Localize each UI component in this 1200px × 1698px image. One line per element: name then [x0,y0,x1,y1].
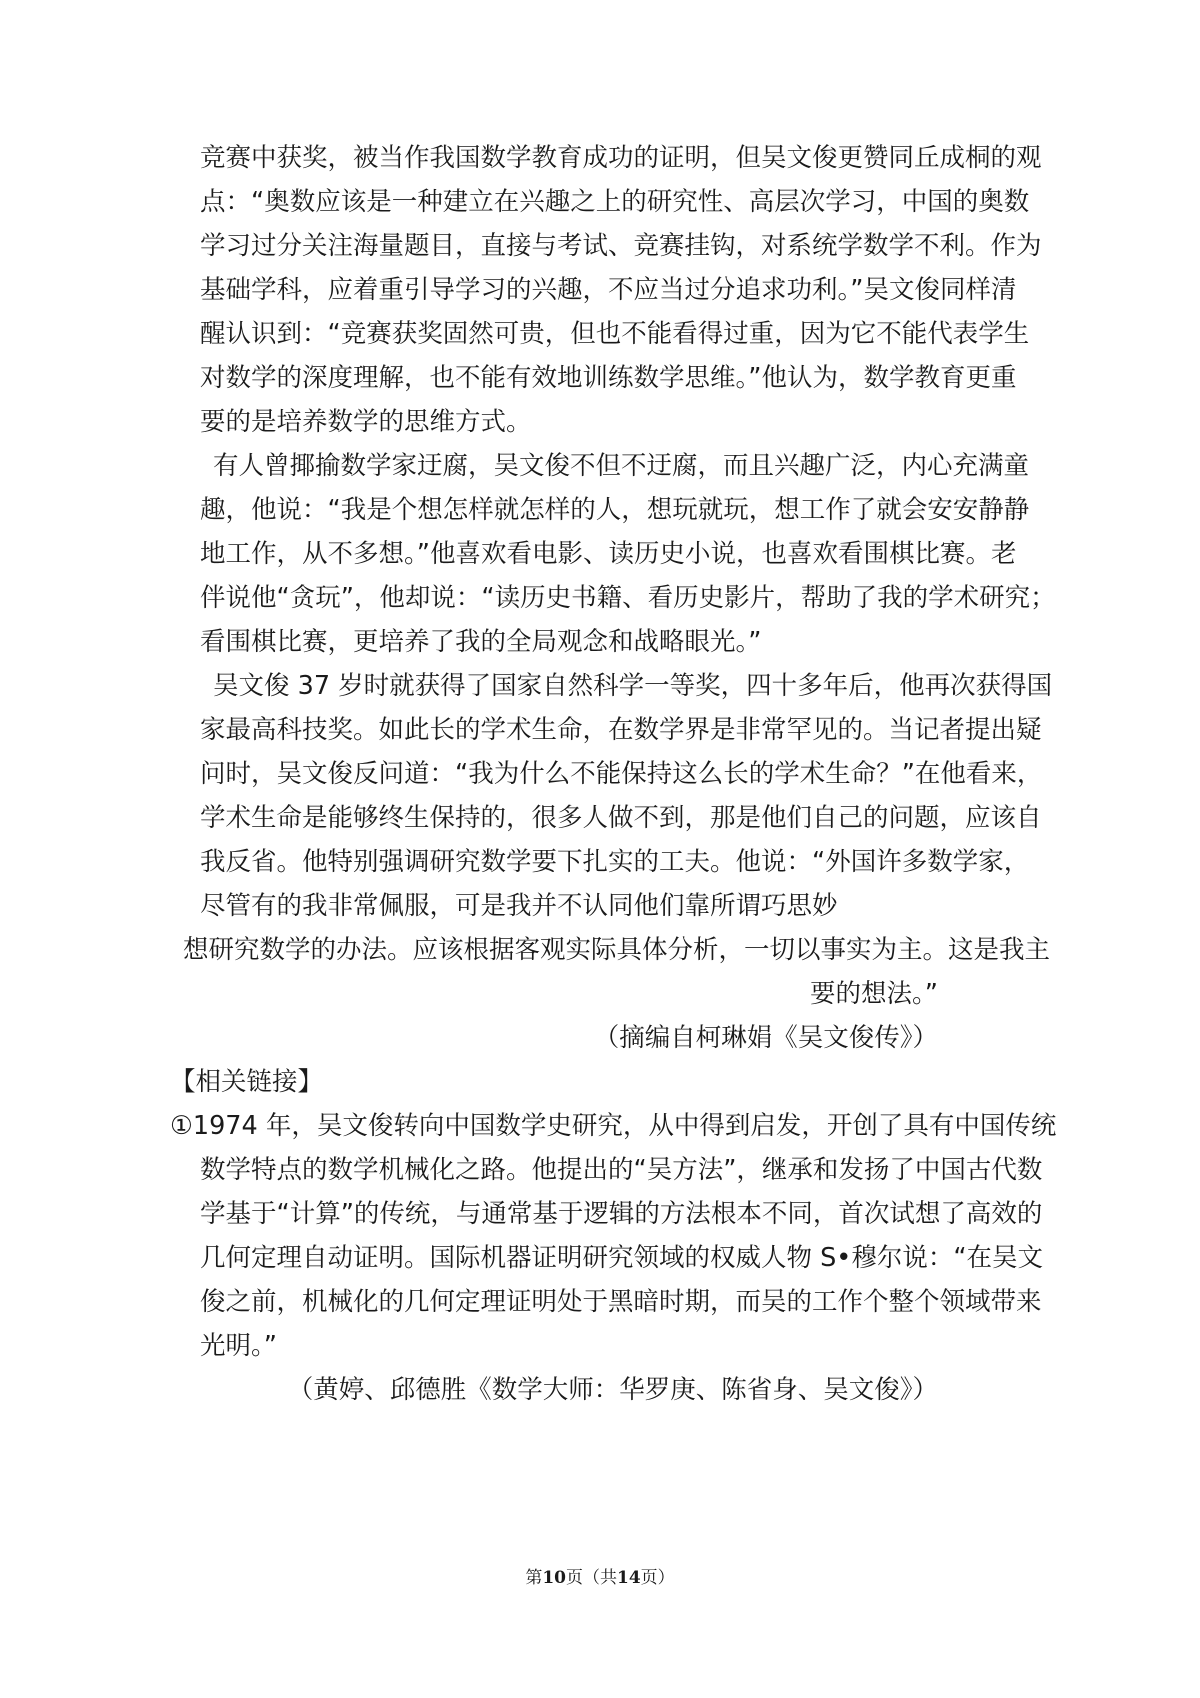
footer-suffix: 页） [640,1568,675,1588]
text-line: 看围棋比赛，更培养了我的全局观念和战略眼光。” [200,627,762,657]
text-line: 点：“奥数应该是一种建立在兴趣之上的研究性、高层次学习，中国的奥数 [200,187,1030,217]
total-page-count: 14 [617,1568,641,1588]
text-line: 光明。” [200,1331,277,1361]
text-line: 竞赛中获奖，被当作我国数学教育成功的证明，但吴文俊更赞同丘成桐的观 [200,143,1042,173]
page-footer [0,1563,1200,1588]
footer-prefix: 第 [525,1568,543,1588]
text-line: 我反省。他特别强调研究数学要下扎实的工夫。他说：“外国许多数学家， [200,847,1030,877]
section-heading: 【相关链接】 [170,1067,324,1097]
text-line: ①1974 年，吴文俊转向中国数学史研究，从中得到启发，开创了具有中国传统 [170,1111,1057,1141]
text-line: 想研究数学的办法。应该根据客观实际具体分析，一切以事实为主。这是我主 [183,935,1051,965]
source-citation: （黄婷、邱德胜《数学大师：华罗庚、陈省身、吴文俊》） [287,1375,938,1405]
text-line: 问时，吴文俊反问道：“我为什么不能保持这么长的学术生命？”在他看来， [200,759,1043,789]
footer-middle: 页（共 [566,1568,617,1588]
text-line: 对数学的深度理解，也不能有效地训练数学思维。”他认为，数学教育更重 [200,363,1017,393]
text-line: 基础学科，应着重引导学习的兴趣，不应当过分追求功利。”吴文俊同样清 [200,275,1017,305]
text-line: 学习过分关注海量题目，直接与考试、竞赛挂钩，对系统学数学不利。作为 [200,231,1042,261]
text-line: 俊之前，机械化的几何定理证明处于黑暗时期，而吴的工作个整个领域带来 [200,1287,1042,1317]
text-line: 学基于“计算”的传统，与通常基于逻辑的方法根本不同，首次试想了高效的 [200,1199,1043,1229]
source-citation: （摘编自柯琳娟《吴文俊传》） [593,1023,938,1053]
text-line: 醒认识到：“竞赛获奖固然可贵，但也不能看得过重，因为它不能代表学生 [200,319,1030,349]
text-line: 几何定理自动证明。国际机器证明研究领域的权威人物 S•穆尔说：“在吴文 [200,1243,1044,1273]
text-line: 要的是培养数学的思维方式。 [200,407,532,437]
text-line: 数学特点的数学机械化之路。他提出的“吴方法”，继承和发扬了中国古代数 [200,1155,1043,1185]
text-line: 学术生命是能够终生保持的，很多人做不到，那是他们自己的问题，应该自 [200,803,1042,833]
text-line: 要的想法。” [810,979,938,1009]
current-page-number: 10 [542,1568,566,1588]
text-line: 吴文俊 37 岁时就获得了国家自然科学一等奖，四十多年后，他再次获得国 [213,671,1053,701]
text-line: 有人曾揶揄数学家迂腐，吴文俊不但不迂腐，而且兴趣广泛，内心充满童 [213,451,1030,481]
text-line: 趣，他说：“我是个想怎样就怎样的人，想玩就玩，想工作了就会安安静静 [200,495,1030,525]
text-line: 家最高科技奖。如此长的学术生命，在数学界是非常罕见的。当记者提出疑 [200,715,1042,745]
text-line: 地工作，从不多想。”他喜欢看电影、读历史小说，也喜欢看围棋比赛。老 [200,539,1017,569]
text-line: 尽管有的我非常佩服，可是我并不认同他们靠所谓巧思妙 [200,891,838,921]
text-line: 伴说他“贪玩”，他却说：“读历史书籍、看历史影片，帮助了我的学术研究； [200,583,1056,613]
